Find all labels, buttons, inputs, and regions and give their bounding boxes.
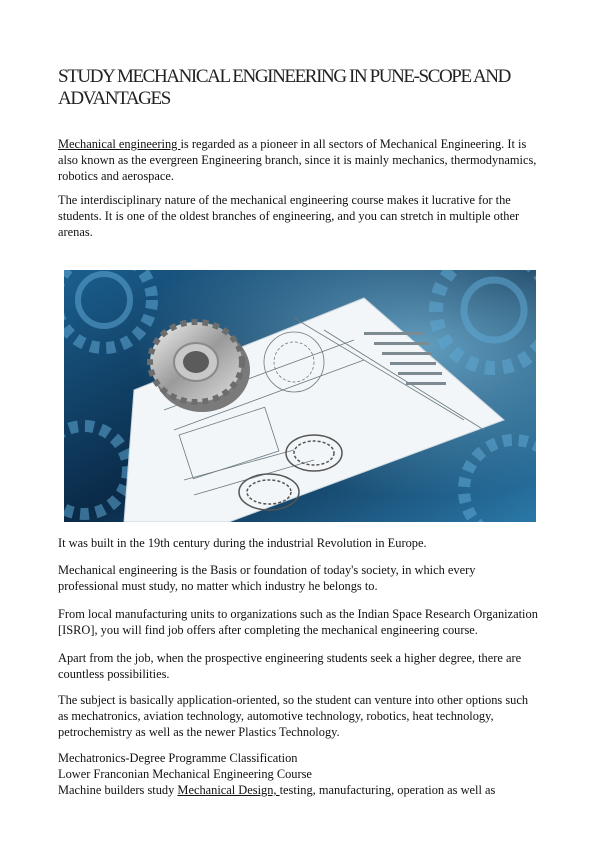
page-title: STUDY MECHANICAL ENGINEERING IN PUNE-SCOPE AND ADVANTAGES (58, 66, 510, 109)
course-list (58, 750, 538, 798)
paragraph-applications: The subject is basically application-oriented, so the student can venture into other options such as mechatronics, aviation technology, automotive technology, robotics, heat technology, petrochemistry as well as the newer Plastics Technology. (58, 693, 529, 739)
course-line-3-prefix: Machine builders study (58, 783, 178, 797)
paragraph-history: It was built in the 19th century during the industrial Revolution in Europe. (58, 536, 427, 550)
course-line-2: Lower Franconian Mechanical Engineering Course (58, 767, 312, 781)
paragraph-careers: From local manufacturing units to organizations such as the Indian Space Research Organization [ISRO], you will find job offers after completing the mechanical engineering course. (58, 607, 538, 637)
paragraph-foundation: Mechanical engineering is the Basis or foundation of today's society, in which every professional must study, no matter which industry he belongs to. (58, 563, 476, 593)
course-line-3-rest: testing, manufacturing, operation as well as (279, 783, 496, 797)
mechanical-drawing-image (64, 270, 536, 522)
mechanical-design-link[interactable]: Mechanical Design, (177, 783, 280, 797)
gears-blueprint-illustration (64, 270, 536, 522)
intro-paragraph (58, 136, 538, 184)
paragraph-interdisciplinary: The interdisciplinary nature of the mechanical engineering course makes it lucrative for the students. It is one of the oldest branches of engineering, and you can stretch in multiple other arenas. (58, 193, 520, 239)
course-line-1: Mechatronics-Degree Programme Classification (58, 751, 298, 765)
paragraph-higher-degree: Apart from the job, when the prospective engineering students seek a higher degree, there are countless possibilities. (58, 651, 522, 681)
mechanical-engineering-link[interactable]: Mechanical engineering (58, 137, 181, 151)
intro-text: is regarded as a pioneer in all sectors of Mechanical Engineering. It is also known as the evergreen Engineering branch, since it is mainly mechanics, thermodynamics, robotics and aerospace. (58, 137, 537, 183)
